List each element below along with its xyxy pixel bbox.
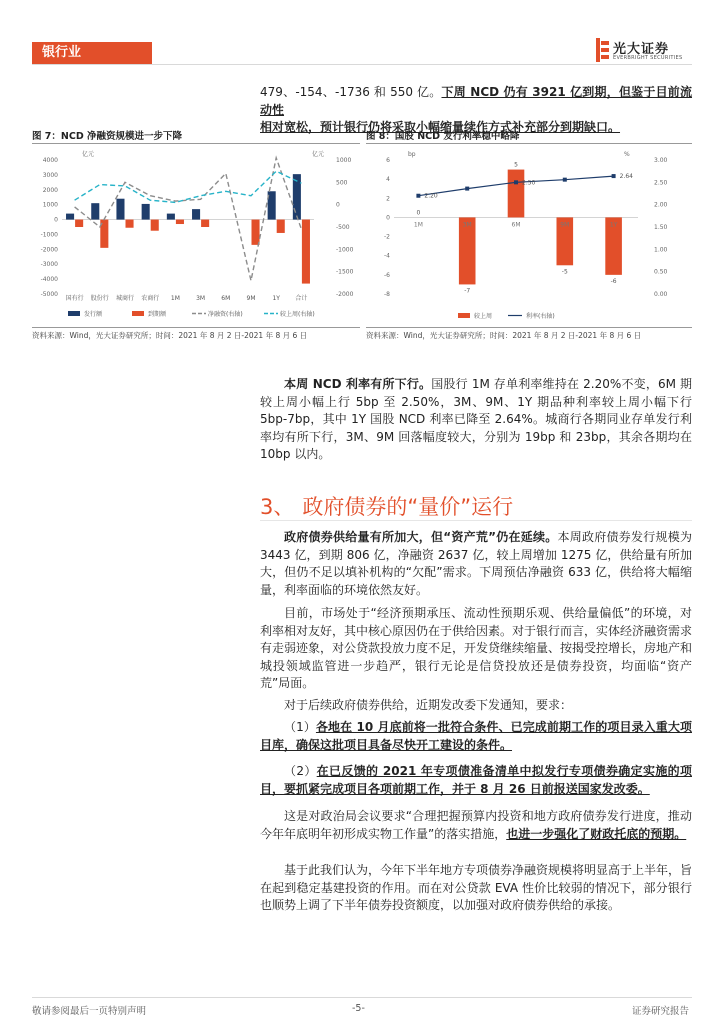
fig8-left-tick: -2: [384, 233, 390, 241]
fig7-left-tick: 1000: [42, 201, 58, 209]
fig7-left-tick: 4000: [42, 157, 58, 164]
figure7-bottom-rule: [32, 327, 360, 328]
fig8-left-tick: 2: [386, 195, 390, 203]
footer-page-number: -5-: [352, 1003, 365, 1014]
fig8-category-label: 1Y: [609, 221, 618, 229]
fig8-rate-label: 2.20: [424, 192, 438, 200]
fig7-unit-left: 亿元: [82, 151, 95, 158]
govbond-p2-text: 目前，市场处于“经济预期承压、流动性预期乐观、供给量偏低”的环境，对利率相对友好，其中核心原因仍在于供给因素。对于银行而言，实体经济融资需求有走弱迹象，对公贷款投放力度不足，开发贷继续缩量、按揭受控增长，房地产和城投领域监管进一步趋严，银行无论是信贷投放还是债券投资，均面临“资产荒”局面。: [260, 606, 693, 690]
fig8-right-tick: 1.50: [654, 224, 668, 231]
fig7-right-tick: -1000: [336, 246, 354, 254]
fig8-left-tick: 4: [386, 176, 390, 184]
fig7-category-label: 城商行: [115, 295, 135, 302]
govbond-p1-text: 本周政府债券发行规模为 3443 亿，到期 806 亿，净融资 2637 亿，较上周增加 1275 亿，供给量有所加大，但仍不足以填补机构的“欠配”需求。下周预估净融资 633 亿，供给将大幅缩量，利率面临的环境依然友好。: [260, 530, 692, 597]
footer-disclaimer: 敬请参阅最后一页特别声明: [32, 1006, 147, 1017]
fig7-issue-bar: [116, 199, 124, 220]
fig8-legend-label: 利率(右轴): [526, 313, 555, 320]
govbond-p5-text: 基于此我们认为，今年下半年地方专项债券净融资规模将明显高于上半年，旨在起到稳定基建投资的作用。而在对公贷款 EVA 性价比较弱的情况下，部分银行也顺势上调了下半年债券投资额度，以加强对政府债券供给的承接。: [260, 863, 693, 912]
fig7-right-tick: -500: [336, 224, 350, 231]
requirement-item-1: [260, 719, 692, 754]
fig8-left-tick: 0: [386, 214, 390, 222]
fig7-right-tick: 500: [336, 179, 348, 187]
govbond-paragraph-3: [260, 697, 692, 715]
fig8-change-label: -5: [561, 268, 568, 276]
fig7-category-label: 国有行: [65, 295, 84, 302]
figure8-bottom-rule: [366, 327, 692, 328]
fig8-right-tick: 0.50: [654, 268, 668, 276]
fig8-left-tick: -4: [384, 252, 390, 260]
requirement-2-number: （2）: [284, 764, 317, 778]
fig8-change-bar: [508, 170, 525, 218]
fig7-left-tick: -3000: [40, 261, 58, 269]
govbond-p4-text: 这是对政治局会议要求“合理把握预算内投资和地方政府债券发行进度，推动今年年底明年初形成实物工作量”的落实措施，: [260, 809, 692, 841]
logo-subtitle: EVERBRIGHT SECURITIES: [613, 55, 683, 61]
fig7-maturity-bar: [302, 220, 310, 284]
figure7-top-rule: [32, 143, 360, 144]
footer-report-type: 证券研究报告: [632, 1006, 690, 1017]
fig8-rate-point: [612, 174, 616, 178]
fig8-right-tick: 3.00: [654, 157, 668, 164]
fig7-maturity-bar: [201, 220, 209, 227]
fig8-rate-point: [416, 194, 420, 198]
logo-name: 光大证券: [613, 42, 670, 57]
fig7-left-tick: 2000: [42, 186, 58, 194]
fig7-maturity-bar: [151, 220, 159, 231]
govbond-p3-text: 对于后续政府债券供给，近期发改委下发通知，要求：: [284, 698, 573, 712]
fig7-unit-right: 亿元: [312, 151, 325, 158]
fig7-category-label: 1M: [170, 295, 180, 302]
fig8-rate-point: [563, 178, 567, 182]
figure7-chart: [32, 146, 360, 324]
fig7-maturity-bar: [252, 220, 260, 245]
fig7-left-tick: -4000: [40, 276, 58, 284]
fig7-issue-bar: [192, 209, 200, 219]
fig7-issue-bar: [66, 214, 74, 220]
fig8-unit-right: %: [624, 151, 630, 158]
fig8-rate-label: 2.50: [522, 179, 536, 187]
fig8-category-label: 9M: [560, 221, 570, 229]
govbond-paragraph-2: [260, 605, 692, 693]
govbond-p1-lead: 政府债券供给量有所加大，但“资产荒”仍在延续。: [284, 530, 558, 544]
govbond-paragraph-1: [260, 529, 692, 599]
fig8-left-tick: 6: [386, 157, 390, 164]
fig7-maturity-bar: [75, 220, 83, 227]
fig8-change-label: 0: [416, 209, 421, 217]
fig7-right-tick: -2000: [336, 291, 354, 298]
fig7-category-label: 6M: [221, 295, 231, 302]
fig7-right-tick: 1000: [336, 157, 352, 164]
ncd-rate-lead: 本周 NCD 利率有所下行。: [284, 377, 432, 391]
fig8-right-tick: 1.00: [654, 246, 668, 254]
fig8-change-label: -6: [610, 277, 617, 285]
fig7-category-label: 3M: [196, 295, 206, 302]
figure7-source: 资料来源：Wind，光大证券研究所；时间：2021 年 8 月 2 日-2021 年 8 月 6 日: [32, 331, 308, 340]
logo-mark-icon: [596, 38, 609, 62]
fig7-issue-bar: [91, 203, 99, 219]
govbond-p4-underline: 也进一步强化了财政托底的预期。: [506, 826, 687, 841]
requirement-item-2: [260, 763, 692, 798]
intro-underline-1: 下周 NCD 仍有 3921 亿到期，但鉴于目前流动性: [260, 85, 693, 117]
section3-rule: [260, 520, 692, 521]
fig8-right-tick: 2.00: [654, 201, 668, 209]
ncd-rate-paragraph: [260, 376, 692, 464]
requirement-1-number: （1）: [284, 720, 316, 734]
fig7-legend-label: 发行额: [84, 311, 103, 318]
govbond-paragraph-4: [260, 808, 692, 843]
fig7-left-tick: 3000: [42, 171, 58, 179]
figure8-top-rule: [366, 143, 692, 144]
fig7-left-tick: 0: [54, 216, 58, 224]
fig8-change-label: 5: [514, 161, 518, 169]
fig7-maturity-bar: [277, 220, 285, 233]
fig7-issue-bar: [142, 204, 150, 220]
figure7-title: 图 7：NCD 净融资规模进一步下降: [32, 131, 183, 142]
fig8-unit-left: bp: [408, 151, 416, 158]
fig7-category-label: 9M: [246, 295, 256, 302]
fig8-legend-label: 较上周: [474, 313, 493, 320]
ncd-rate-text: 国股行 1M 存单利率维持在 2.20%不变，6M 期较上周小幅上行 5bp 至 2.50%，3M、9M、1Y 期品种利率较上周小幅下行 5bp-7bp，其中 1Y 国股 NCD 利率已降至 2.64%。城商行各期同业存单发行利率均有所下行，3M、9M 回落幅度较大，分别为 19bp 和 23bp，其余各期均在 10bp 以内。: [260, 377, 693, 461]
fig7-left-tick: -2000: [40, 246, 58, 254]
fig8-rate-label: 2.64: [619, 173, 633, 181]
fig7-maturity-bar: [126, 220, 134, 228]
fig8-right-tick: 2.50: [654, 179, 668, 187]
fig8-right-tick: 0.00: [654, 291, 668, 298]
fig7-legend-label: 较上周(右轴): [280, 311, 315, 318]
section3-heading: [260, 491, 513, 521]
fig8-category-label: 6M: [511, 221, 521, 229]
intro-plain: 479、-154、-1736 和 550 亿。: [260, 85, 442, 99]
fig8-rate-point: [514, 180, 518, 184]
section-tag: 银行业: [32, 42, 152, 64]
fig7-category-label: 农商行: [141, 295, 160, 302]
figure8-chart: [366, 146, 692, 324]
fig7-legend-swatch: [132, 311, 144, 316]
fig7-category-label: 股份行: [90, 295, 109, 302]
fig7-right-tick: 0: [336, 201, 340, 209]
requirement-2-text: 在已反馈的 2021 年专项债准备清单中拟发行专项债券确定实施的项目，要抓紧完成项目各项前期工作，并于 8 月 26 日前报送国家发改委。: [260, 764, 692, 796]
footer-divider: [32, 997, 692, 998]
fig7-legend-label: 净融资(右轴): [208, 311, 243, 318]
brand-logo: [596, 38, 696, 64]
fig7-legend-swatch: [68, 311, 80, 316]
figure8-source: 资料来源：Wind，光大证券研究所；时间：2021 年 8 月 2 日-2021 年 8 月 6 日: [366, 331, 642, 340]
fig8-category-label: 1M: [413, 221, 423, 229]
fig7-category-label: 1Y: [272, 295, 280, 302]
fig7-maturity-bar: [176, 220, 184, 224]
figure8-title: 图 8：国股 NCD 发行利率稳中略降: [366, 131, 520, 142]
fig8-category-label: 3M: [462, 221, 472, 229]
requirement-1-text: 各地在 10 月底前将一批符合条件、已完成前期工作的项目录入重大项目库，确保这批项目具备尽快开工建设的条件。: [260, 720, 692, 752]
header-divider: [32, 64, 692, 65]
fig7-legend-label: 到期额: [148, 311, 167, 318]
fig7-left-tick: -5000: [40, 291, 58, 298]
section3-title: 政府债券的“量价”运行: [302, 495, 514, 519]
fig7-issue-bar: [167, 214, 175, 220]
fig8-left-tick: -6: [384, 271, 390, 279]
fig8-left-tick: -8: [384, 291, 390, 298]
fig8-rate-point: [465, 187, 469, 191]
fig7-category-label: 合计: [295, 295, 308, 302]
intro-underline-2: 相对宽松，预计银行仍将采取小幅缩量续作方式补充部分到期缺口。: [260, 120, 621, 134]
section3-number: 3、: [260, 495, 295, 519]
fig8-change-label: -7: [464, 287, 471, 295]
fig7-right-tick: -1500: [336, 268, 354, 276]
fig7-net-financing-line: [75, 158, 302, 281]
govbond-paragraph-5: [260, 862, 692, 915]
fig7-left-tick: -1000: [40, 231, 58, 239]
fig8-legend-swatch: [458, 313, 470, 318]
